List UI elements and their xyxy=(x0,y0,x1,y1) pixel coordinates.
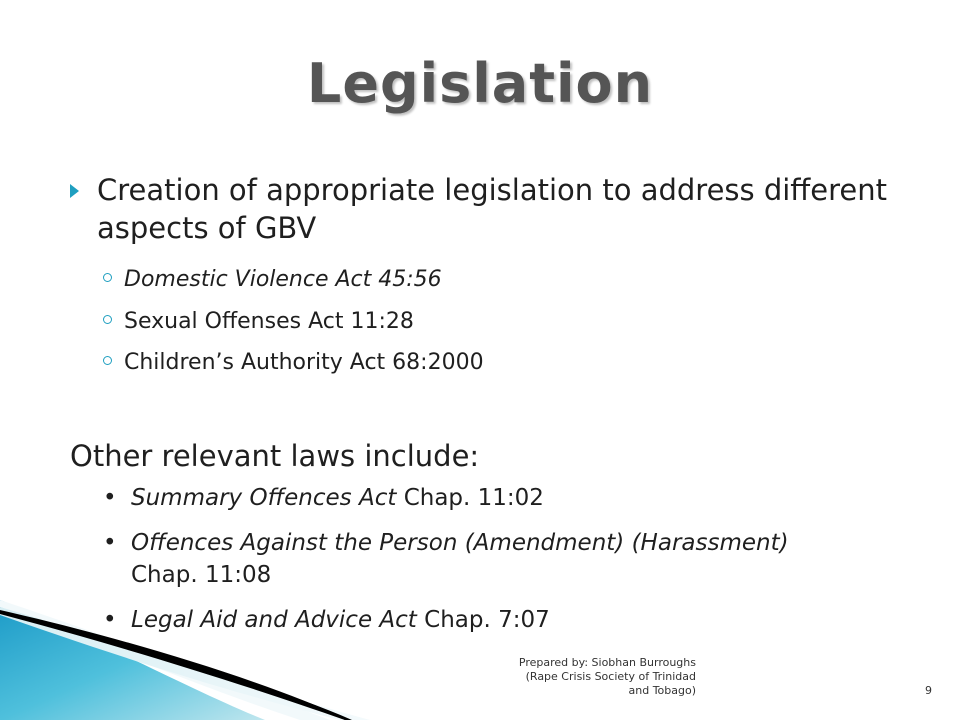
dot-bullet-icon: • xyxy=(103,485,117,511)
law-title: Offences Against the Person (Amendment) (Harassment) xyxy=(131,530,789,556)
act-item xyxy=(103,349,484,377)
slide-title: Legislation xyxy=(306,52,654,115)
act-item xyxy=(103,308,414,336)
act-text: Domestic Violence Act 45:56 xyxy=(124,267,442,292)
footer-line: and Tobago) xyxy=(628,684,696,697)
dot-bullet-icon: • xyxy=(103,607,117,633)
circle-bullet-icon xyxy=(103,273,112,282)
other-laws-heading: Other relevant laws include: xyxy=(70,439,480,473)
circle-bullet-icon xyxy=(103,315,112,324)
act-text: Sexual Offenses Act 11:28 xyxy=(124,309,414,334)
page-number: 9 xyxy=(925,684,932,697)
dot-bullet-icon: • xyxy=(103,530,117,556)
footer-line: Prepared by: Siobhan Burroughs xyxy=(518,656,696,669)
law-item xyxy=(103,482,803,514)
arrow-bullet-icon xyxy=(70,184,79,198)
law-chapter: Chap. 11:02 xyxy=(396,485,544,511)
law-title: Legal Aid and Advice Act xyxy=(131,607,417,633)
act-text: Children’s Authority Act 68:2000 xyxy=(124,350,484,375)
law-item xyxy=(103,604,803,636)
footer-credit xyxy=(436,656,696,698)
law-chapter: Chap. 11:08 xyxy=(131,562,272,588)
footer-line: (Rape Crisis Society of Trinidad xyxy=(525,670,696,683)
law-chapter: Chap. 7:07 xyxy=(416,607,550,633)
main-bullet xyxy=(70,171,910,247)
law-title: Summary Offences Act xyxy=(131,485,397,511)
act-item xyxy=(103,266,442,294)
main-bullet-text: Creation of appropriate legislation to address different aspects of GBV xyxy=(97,173,888,245)
circle-bullet-icon xyxy=(103,356,112,365)
law-item xyxy=(103,527,803,591)
